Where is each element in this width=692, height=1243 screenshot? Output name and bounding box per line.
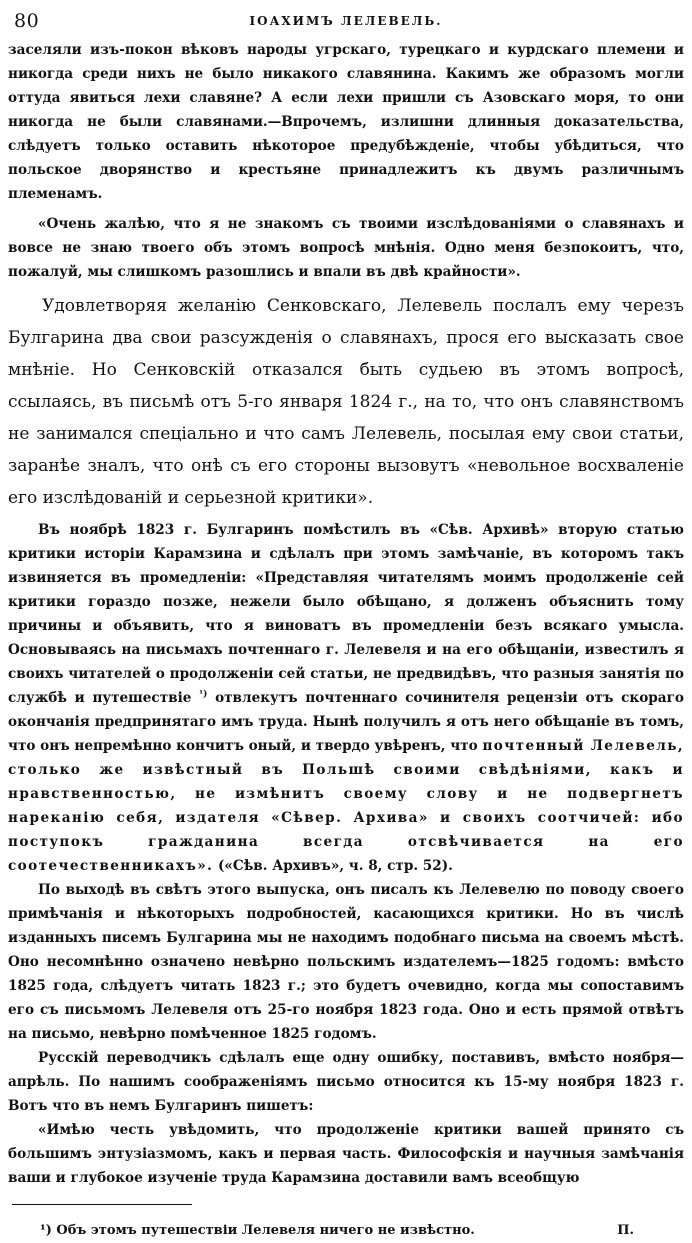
page-number: 80: [14, 10, 40, 32]
footnote-divider: [12, 1204, 192, 1205]
paragraph-main: Удовлетворяя желанію Сенковскаго, Лелевель послалъ ему черезъ Булгарина два свои разсужденія о славянахъ, прося его высказать свое мнѣніе. Но Сенковскій отказался быть судьею въ этомъ вопросѣ, ссылаясь, въ письмѣ отъ 5-го января 1824 г., на то, что онъ славянствомъ не занимался спеціально и что самъ Лелевель, посылая ему свои статьи, заранѣе зналъ, что онѣ съ его стороны вызовутъ «невольное восхваленіе его изслѣдованій и серьезной критики».: [8, 296, 684, 508]
footnote: [8, 1223, 684, 1243]
quote-continuation: заселяли изъ-покон вѣковъ народы угрскаго, турецкаго и курдскаго племени и никогда среди нихъ не было никакого славянина. Какимъ же образомъ могли оттуда явиться лехи славяне? А если лехи пришли съ Азовскаго моря, то они никогда не были славянами.—Впрочемъ, излишни длинныя доказательства, слѣдуетъ только оставить нѣкоторое предубѣжденіе, чтобы убѣдиться, что польское дворянство и крестьяне принадлежитъ къ двумъ различнымъ племенамъ.: [8, 42, 684, 202]
paragraph-november-text: Въ ноябрѣ 1823 г. Булгаринъ помѣстилъ въ «Сѣв. Архивѣ» вторую статью критики исторіи Карамзина и сдѣлалъ при этомъ замѣчаніе, въ которомъ такъ извиняется въ промедленіи: «Представляя читателямъ моимъ продолженіе сей критики гораздо позже, нежели было обѣщано, я долженъ объяснить тому причины и объявить, что я виноватъ въ промедленіи безъ всякаго умысла. Основываясь на письмахъ почтеннаго г. Лелевеля и на его обѣщаніи, известилъ я своихъ читателей о продолженіи сей статьи, не предвидѣвъ, что разныя занятія по службѣ и путешествіе: [8, 522, 684, 706]
quote-end: «Очень жалѣю, что я не знакомъ съ твоими изслѣдованіями о славянахъ и вовсе не знаю твоего объ этомъ вопросѣ мнѣнія. Одно меня безпокоитъ, что, пожалуй, мы слишкомъ разошлись и впали въ двѣ крайности».: [8, 216, 684, 280]
paragraph-november-text-2: отвлекутъ почтеннаго сочинителя рецензіи отъ скораго окончанія предпринятаго имъ труда. Нынѣ получилъ я отъ него обѣщаніе въ томъ, что онъ непремѣнно кончитъ оный, и твердо увѣренъ, что: [8, 690, 685, 754]
paragraph-letter: «Имѣю честь увѣдомить, что продолженіе критики вашей принято съ большимъ энтузіазмомъ, какъ и первая часть. Философскія и научныя замѣчанія ваши и глубокое изученіе труда Карамзина доставили вамъ всеобщую: [8, 1122, 684, 1186]
paragraph-november-spaced: почтенный Лелевель, столько же извѣстный въ Польшѣ своими свѣдѣніями, какъ и нравственностью, не измѣнитъ своему слову и не подвергнетъ нареканію себя, издателя «Сѣвер. Архива» и своихъ соотчичей: ибо поступокъ гражданина всегда отсвѣчивается на его соотечественникахъ».: [8, 738, 684, 874]
book-page: [8, 8, 684, 1243]
footnote-reference: ¹): [199, 689, 208, 700]
paragraph-november: [8, 518, 684, 878]
paragraph-release: По выходѣ въ свѣтъ этого выпуска, онъ писалъ къ Лелевелю по поводу своего примѣчанія и нѣкоторыхъ подробностей, касающихся критики. Но въ числѣ изданныхъ писемъ Булгарина мы не находимъ подобнаго письма на своемъ мѣстѣ. Оно несомнѣнно означено невѣрно польскимъ издателемъ—1825 годомъ: вмѣсто 1825 года, слѣдуетъ читать 1823 г.; это будетъ очевидно, когда мы сопоставимъ его съ письмомъ Лелевеля отъ 25-го ноября 1823 года. Оно и есть прямой отвѣтъ на письмо, невѣрно помѣченное 1825 годомъ.: [8, 882, 684, 1042]
paragraph-november-ref: («Сѣв. Архивъ», ч. 8, стр. 52).: [213, 858, 453, 874]
footnote-signature: П.: [617, 1223, 634, 1238]
running-title: ІОАХИМЪ ЛЕЛЕВЕЛЬ.: [249, 14, 443, 28]
page-header: [8, 8, 684, 38]
footnote-text: ¹) Объ этомъ путешествіи Лелевеля ничего не извѣстно.: [40, 1223, 475, 1238]
paragraph-translator: Русскій переводчикъ сдѣлалъ еще одну ошибку, поставивъ, вмѣсто ноября—апрѣль. По нашимъ соображеніямъ письмо относится къ 15-му ноября 1823 г. Вотъ что въ немъ Булгаринъ пишетъ:: [8, 1050, 684, 1114]
